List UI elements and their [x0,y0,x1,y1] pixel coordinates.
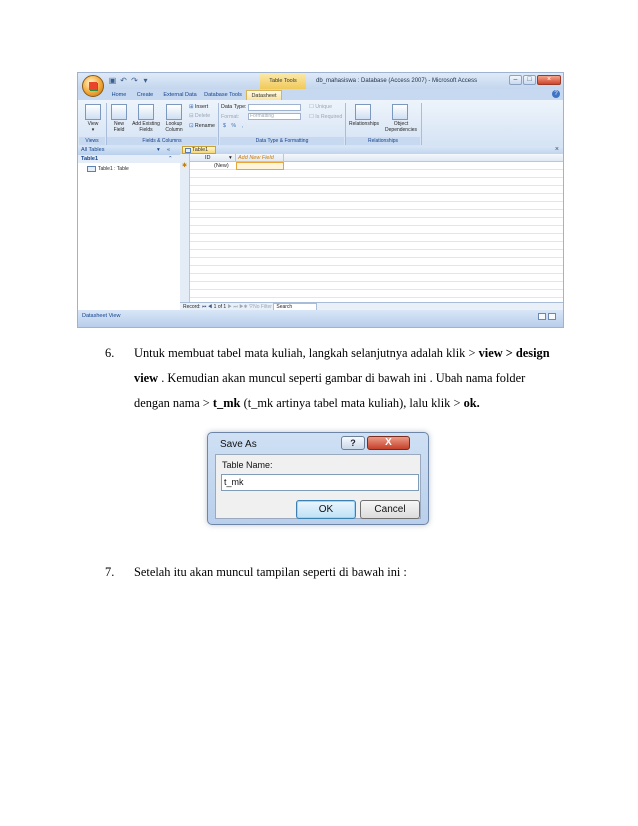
new-record-icon: ✱ [182,163,188,169]
object-dependencies-label-1[interactable]: Object [393,121,409,127]
format-label: Format: [221,114,240,120]
next-record-icon[interactable]: ▶ ⏭ ▶✱ [227,304,249,310]
lookup-column-label-1[interactable]: Lookup [165,121,183,127]
close-button[interactable]: × [537,75,561,85]
document-tab-bar [180,146,564,154]
object-dependencies-icon[interactable] [392,104,408,120]
group-label-relationships: Relationships [346,137,420,145]
add-new-field-cell[interactable] [236,162,284,170]
tab-home[interactable]: Home [111,92,127,98]
help-icon[interactable]: ? [552,90,560,98]
table-tools-context-tab: Table Tools [260,74,306,89]
delete-icon: ⊟ [189,113,195,119]
ok-button[interactable]: OK [296,500,356,519]
new-field-icon[interactable] [111,104,127,120]
maximize-button[interactable]: □ [523,75,536,85]
unique-label: Unique [315,104,333,110]
new-field-label-1[interactable]: New [113,121,124,127]
relationships-icon[interactable] [355,104,371,120]
step6-number: 6. [105,346,115,360]
save-icon[interactable]: ▣ [108,76,117,85]
customize-toolbar-icon[interactable]: ▾ [143,76,148,85]
is-required-label: Is Required [315,114,343,120]
currency-format-buttons[interactable]: $ % , [223,123,246,129]
dialog-title: Save As [220,439,257,450]
delete-label: Delete [194,113,211,119]
add-existing-label-2[interactable]: Fields [139,127,153,133]
no-filter-button[interactable]: No Filter [253,304,272,310]
step6-line3 [134,396,480,411]
column-header-id-label: ID [205,155,211,161]
step6-line1-text: Untuk membuat tabel mata kuliah, langkah selanjutnya adalah klik > [134,346,476,360]
format-select[interactable]: Formatting [248,113,301,120]
record-navigation-bar [180,302,564,310]
insert-icon: ⊞ [189,104,195,110]
add-existing-fields-icon[interactable] [138,104,154,120]
redo-icon[interactable]: ↷ [131,76,138,85]
tab-datasheet[interactable]: Datasheet [246,90,282,100]
access-screenshot [77,72,564,328]
datasheet-grid[interactable] [180,154,564,302]
group-label-fields-columns: Fields & Columns [107,137,217,145]
add-existing-label-1[interactable]: Add Existing [132,121,160,127]
record-label: Record: [183,304,201,310]
view-icon[interactable] [85,104,101,120]
new-field-label-2[interactable]: Field [113,127,125,133]
tab-database-tools[interactable]: Database Tools [204,92,242,98]
office-button[interactable] [82,75,104,97]
column-dropdown-icon[interactable]: ▾ [229,155,232,161]
first-record-icon[interactable]: ⏮ ◀ [201,304,214,310]
new-row-id-cell[interactable]: (New) [214,163,229,169]
view-button-label[interactable]: View [87,121,99,127]
tab-external-data[interactable]: External Data [163,92,197,98]
minimize-button[interactable]: – [509,75,522,85]
datasheet-view-icon[interactable] [538,313,546,320]
lookup-column-icon[interactable] [166,104,182,120]
window-title: db_mahasiswa : Database (Access 2007) - Microsoft Access [316,78,478,84]
step6-line3-text-b: (t_mk artinya tabel mata kuliah), lalu klik > [243,396,461,410]
nav-group-header[interactable] [78,155,180,163]
save-as-dialog [207,432,429,525]
rename-icon: ⊡ [189,123,195,129]
data-type-label: Data Type: [221,104,247,110]
nav-pane-collapse-icon[interactable]: « [167,147,171,153]
step6-line2-bold: view [134,371,159,385]
rename-label: Rename [194,123,215,129]
step6-line3-bold-a: t_mk [212,396,241,410]
filter-icon: ⛛ [248,304,254,310]
column-header-id[interactable] [189,154,236,162]
insert-button[interactable] [189,104,208,111]
tab-create[interactable]: Create [136,92,154,98]
dialog-help-button[interactable]: ? [341,436,365,450]
is-required-checkbox[interactable]: ☐ Is Required [309,114,343,120]
step6-line2 [134,371,525,386]
table-icon [185,148,191,153]
undo-icon[interactable]: ↶ [120,76,127,85]
step6-line2-text: . Kemudian akan muncul seperti gambar di bawah ini . Ubah nama folder [161,371,526,385]
relationships-label[interactable]: Relationships [348,121,380,127]
design-view-icon[interactable] [548,313,556,320]
dialog-close-button[interactable]: X [367,436,410,450]
rename-button[interactable] [189,123,215,130]
view-dropdown-icon[interactable]: ▾ [91,127,95,133]
delete-button[interactable] [189,113,210,120]
nav-pane-dropdown-icon[interactable]: ▾ [157,147,160,153]
cancel-button[interactable]: Cancel [360,500,420,519]
nav-item-table1[interactable] [86,165,129,173]
nav-item-label: Table1 : Table [98,166,129,172]
nav-group-label: Table1 [81,156,99,162]
status-bar: Datasheet View [78,310,564,328]
nav-pane-header[interactable] [78,146,180,155]
data-type-select[interactable] [248,104,301,111]
step7-text: Setelah itu akan muncul tampilan seperti di bawah ini : [134,565,407,579]
object-dependencies-label-2[interactable]: Dependencies [385,127,417,133]
document-tab-label: Table1 [192,147,209,153]
nav-pane-title: All Tables [81,147,105,153]
ribbon-separator [218,103,219,145]
search-box[interactable]: Search [273,303,317,311]
step7-number: 7. [105,565,115,579]
close-document-icon[interactable]: × [554,146,559,153]
table-name-label: Table Name: [222,460,273,470]
step6-line3-bold-b: ok. [463,396,480,410]
record-position[interactable]: 1 of 1 [213,304,227,310]
unique-checkbox[interactable]: ☐ Unique [309,104,333,110]
table-icon [87,166,96,172]
nav-group-collapse-icon[interactable]: ⌃ [168,156,173,162]
group-label-views: Views [79,137,105,145]
lookup-column-label-2[interactable]: Column [165,127,183,133]
document-tab-table1[interactable] [182,146,216,154]
insert-label: Insert [194,104,209,110]
ribbon-separator [421,103,422,145]
step6-line1-bold: view > design [478,346,550,360]
table-name-input[interactable]: t_mk [221,474,419,491]
column-header-add-new-field[interactable]: Add New Field [236,154,284,162]
step6-line3-text-a: dengan nama > [134,396,210,410]
record-selector-column[interactable] [180,154,190,302]
group-label-data-type-formatting: Data Type & Formatting [220,137,344,145]
step6-line1 [134,346,550,361]
